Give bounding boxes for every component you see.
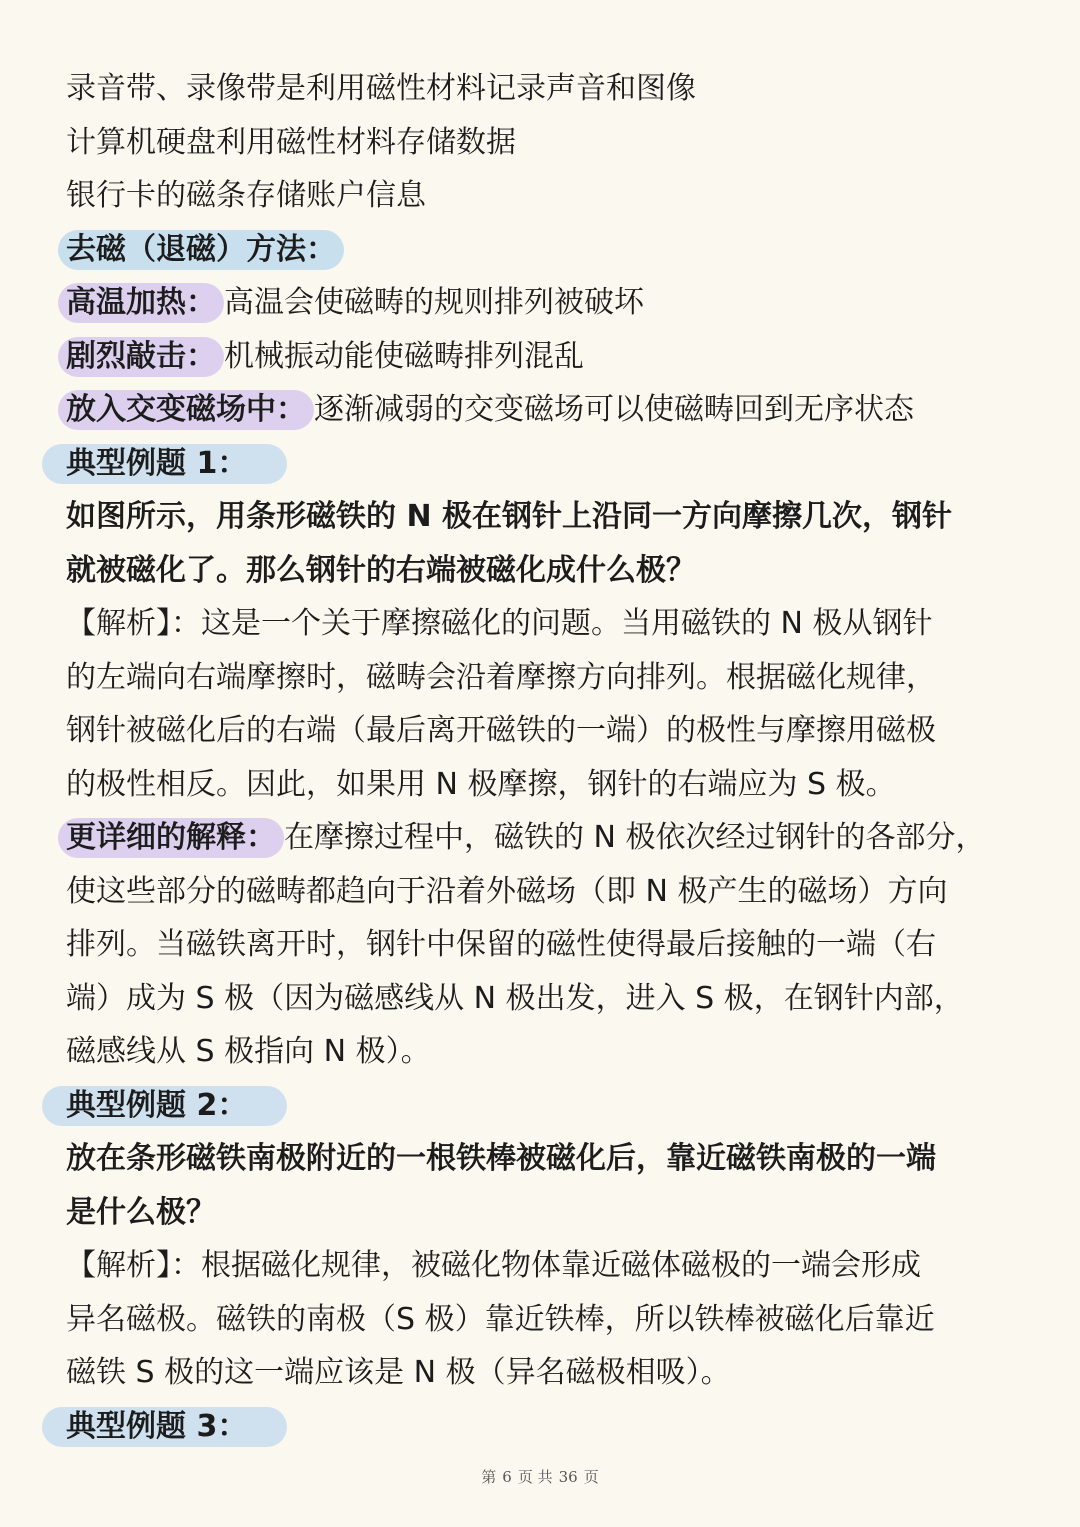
method-text: 机械振动能使磁畴排列混乱 bbox=[224, 338, 584, 374]
example1-analysis: 钢针被磁化后的右端（最后离开磁铁的一端）的极性与摩擦用磁极 bbox=[66, 713, 936, 748]
example1-detail-line: 使这些部分的磁畴都趋向于沿着外磁场（即 N 极产生的磁场）方向 bbox=[66, 873, 948, 909]
method-label: 剧烈敲击： bbox=[58, 337, 224, 377]
example1-detail-line: 磁感线从 S 极指向 N 极）。 bbox=[66, 1034, 431, 1069]
method-text: 高温会使磁畴的规则排列被破坏 bbox=[224, 285, 644, 320]
example1-question: 如图所示，用条形磁铁的 N 极在钢针上沿同一方向摩擦几次，钢针 bbox=[66, 499, 952, 534]
example2-title: 典型例题 2： bbox=[42, 1086, 287, 1126]
intro-line: 银行卡的磁条存储账户信息 bbox=[66, 178, 426, 213]
page-footer: 第 6 页 共 36 页 bbox=[481, 1468, 599, 1486]
demag-method bbox=[66, 383, 1021, 437]
example1-detail bbox=[66, 811, 1021, 865]
example2-question: 是什么极？ bbox=[66, 1194, 216, 1230]
demag-heading-row bbox=[66, 223, 1021, 277]
example1-analysis: 【解析】：这是一个关于摩擦磁化的问题。当用磁铁的 N 极从钢针 bbox=[66, 606, 933, 641]
total-pages: 36 bbox=[558, 1468, 578, 1486]
example2-question: 放在条形磁铁南极附近的一根铁棒被磁化后，靠近磁铁南极的一端 bbox=[66, 1141, 936, 1176]
demag-method bbox=[66, 330, 1021, 384]
example1-title: 典型例题 1： bbox=[42, 444, 287, 484]
example1-title-row bbox=[66, 437, 1021, 491]
example1-detail-line: 端）成为 S 极（因为磁感线从 N 极出发，进入 S 极，在钢针内部， bbox=[66, 980, 964, 1016]
example2-analysis: 磁铁 S 极的这一端应该是 N 极（异名磁极相吸）。 bbox=[66, 1355, 731, 1390]
demag-method bbox=[66, 276, 1021, 330]
example2-title-row bbox=[66, 1079, 1021, 1133]
example1-detail-line: 排列。当磁铁离开时，钢针中保留的磁性使得最后接触的一端（右 bbox=[66, 927, 936, 962]
intro-line: 计算机硬盘利用磁性材料存储数据 bbox=[66, 124, 516, 160]
example1-analysis: 的左端向右端摩擦时，磁畴会沿着摩擦方向排列。根据磁化规律， bbox=[66, 659, 936, 695]
example2-analysis: 【解析】：根据磁化规律，被磁化物体靠近磁体磁极的一端会形成 bbox=[66, 1248, 921, 1283]
page-content bbox=[66, 62, 1021, 1453]
page-number: 6 bbox=[502, 1468, 512, 1486]
method-text: 逐渐减弱的交变磁场可以使磁畴回到无序状态 bbox=[314, 392, 914, 427]
demag-heading: 去磁（退磁）方法： bbox=[58, 230, 344, 270]
example3-title-row bbox=[66, 1400, 1021, 1454]
example2-analysis: 异名磁极。磁铁的南极（S 极）靠近铁棒，所以铁棒被磁化后靠近 bbox=[66, 1301, 935, 1337]
detail-text: 在摩擦过程中，磁铁的 N 极依次经过钢针的各部分， bbox=[284, 820, 986, 855]
method-label: 放入交变磁场中： bbox=[58, 390, 314, 430]
intro-line: 录音带、录像带是利用磁性材料记录声音和图像 bbox=[66, 71, 696, 106]
example1-analysis: 的极性相反。因此，如果用 N 极摩擦，钢针的右端应为 S 极。 bbox=[66, 766, 896, 802]
detail-label: 更详细的解释： bbox=[58, 818, 284, 858]
example1-question: 就被磁化了。那么钢针的右端被磁化成什么极？ bbox=[66, 552, 696, 588]
method-label: 高温加热： bbox=[58, 283, 224, 323]
example3-title: 典型例题 3： bbox=[42, 1407, 287, 1447]
